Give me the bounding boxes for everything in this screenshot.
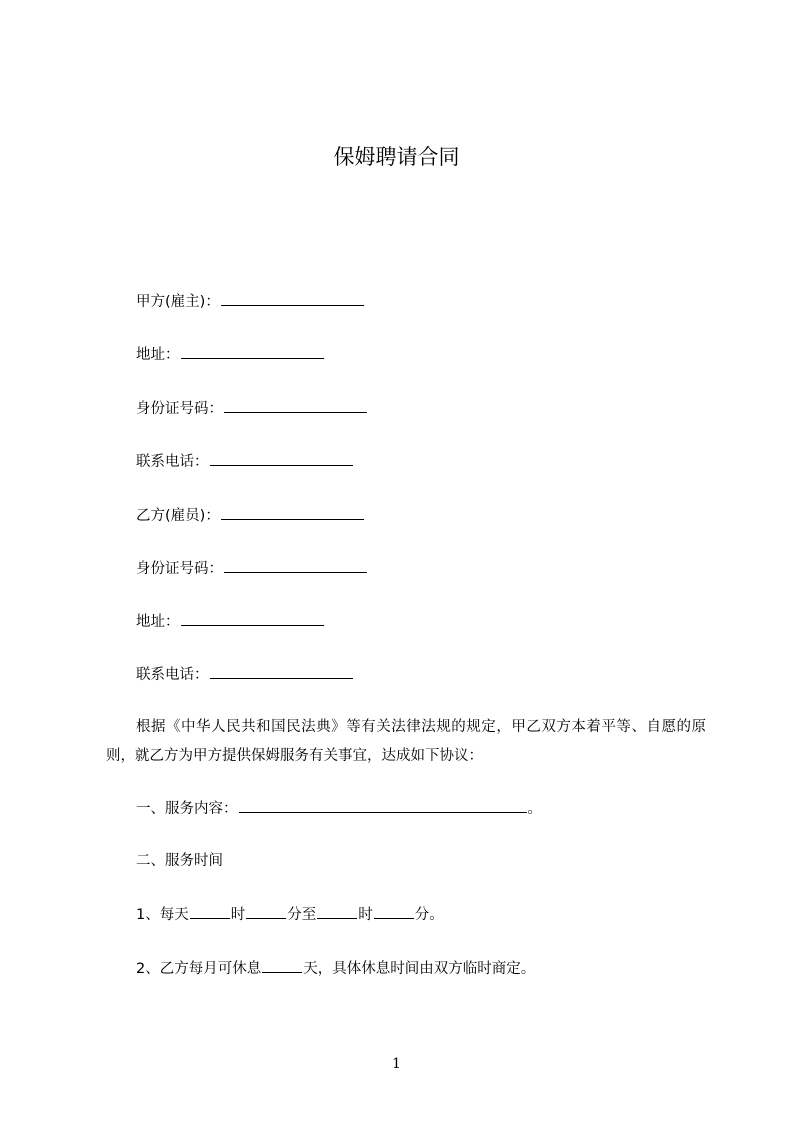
party-b-phone-line xyxy=(136,664,354,685)
preamble-paragraph: 根据《中华人民共和国民法典》等有关法律法规的规定，甲乙双方本着平等、自愿的原则，就乙方为甲方提供保姆服务有关事宜，达成如下协议： xyxy=(106,719,706,764)
party-b-phone-label: 联系电话： xyxy=(136,667,209,683)
item2-prefix: 2、乙方每月可休息 xyxy=(136,961,262,977)
item1-min-to: 分至 xyxy=(287,907,317,923)
party-b-id-label: 身份证号码： xyxy=(136,561,223,577)
item2-suffix: 天，具体休息时间由双方临时商定。 xyxy=(303,961,536,977)
party-b-phone-blank[interactable] xyxy=(210,664,353,679)
party-b-name-blank[interactable] xyxy=(221,505,364,520)
party-b-address-blank[interactable] xyxy=(181,611,324,626)
section2-item2 xyxy=(136,958,535,979)
section1-label: 一、服务内容： xyxy=(136,801,238,817)
page-number: 1 xyxy=(392,1056,401,1072)
party-b-id-blank[interactable] xyxy=(224,558,367,573)
end-hour-blank[interactable] xyxy=(317,904,357,919)
party-a-phone-line xyxy=(136,451,354,472)
section2-item1 xyxy=(136,904,444,925)
start-minute-blank[interactable] xyxy=(246,904,286,919)
party-b-id-line xyxy=(136,558,368,579)
section1-line xyxy=(136,798,542,819)
party-a-address-label: 地址： xyxy=(136,347,180,363)
service-content-blank[interactable] xyxy=(239,798,527,813)
party-a-name-line xyxy=(136,291,365,312)
party-b-label: 乙方(雇员)： xyxy=(136,508,220,524)
item1-min-end: 分。 xyxy=(414,907,444,923)
start-hour-blank[interactable] xyxy=(190,904,230,919)
party-a-address-blank[interactable] xyxy=(181,344,324,359)
section1-suffix: 。 xyxy=(527,801,542,817)
item1-hour1: 时 xyxy=(230,907,246,923)
item1-hour2: 时 xyxy=(358,907,373,923)
document-title: 保姆聘请合同 xyxy=(333,145,460,169)
party-a-id-line xyxy=(136,398,368,419)
party-a-address-line xyxy=(136,344,325,365)
item1-prefix: 1、每天 xyxy=(136,907,189,923)
party-b-address-line xyxy=(136,611,325,632)
party-a-phone-blank[interactable] xyxy=(210,451,353,466)
rest-days-blank[interactable] xyxy=(262,958,302,973)
party-a-label: 甲方(雇主)： xyxy=(136,294,220,310)
party-b-name-line xyxy=(136,505,365,526)
party-a-id-label: 身份证号码： xyxy=(136,401,223,417)
section2-heading: 二、服务时间 xyxy=(136,853,223,869)
party-a-phone-label: 联系电话： xyxy=(136,454,209,470)
end-minute-blank[interactable] xyxy=(374,904,414,919)
party-a-id-blank[interactable] xyxy=(224,398,367,413)
party-a-name-blank[interactable] xyxy=(221,291,364,306)
party-b-address-label: 地址： xyxy=(136,614,180,630)
